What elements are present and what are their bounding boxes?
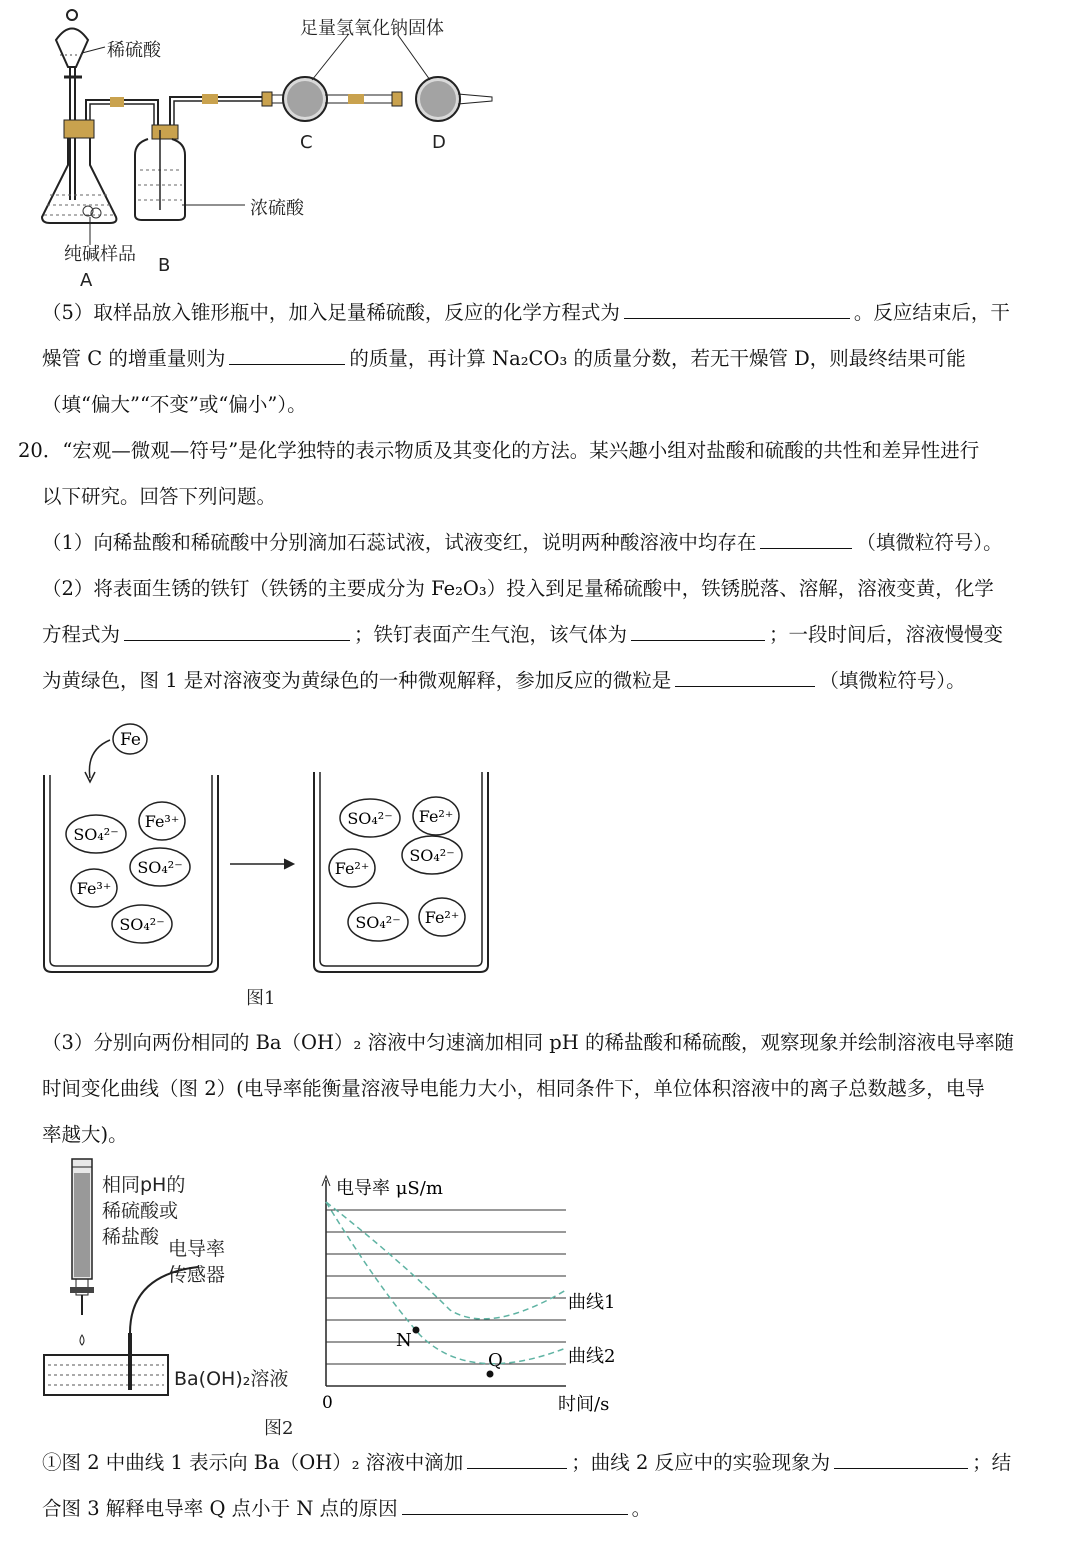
curve-2: [326, 1202, 566, 1364]
label-soda-sample: 纯碱样品: [64, 244, 136, 265]
left-ion-label: Fe³⁺: [144, 812, 180, 831]
curve-1-label: 曲线1: [568, 1292, 616, 1313]
q19-5-text-1: （5）取样品放入锥形瓶中，加入足量稀硫酸，反应的化学方程式为: [42, 301, 620, 324]
q20-3-line2: [42, 1066, 1058, 1112]
q19-5-text-3: 燥管 C 的增重量则为: [42, 347, 226, 370]
answer-blank-reason[interactable]: [402, 1492, 628, 1515]
q20-2-line2: [42, 612, 1058, 658]
label-b: B: [158, 255, 171, 276]
label-naoh-solid: 足量氢氧化钠固体: [300, 18, 444, 39]
q19-5-text-2: 。反应结束后，干: [853, 301, 1010, 324]
q20-2-text-2: 方程式为: [42, 623, 121, 646]
q20-2-text-5: 为黄绿色，图 1 是对溶液变为黄绿色的一种微观解释，参加反应的微粒是: [42, 669, 672, 692]
q20-3-text-3: 率越大)。: [42, 1123, 128, 1146]
q19-5-line1: [42, 290, 1058, 336]
beaker-label: Ba(OH)₂溶液: [174, 1368, 289, 1390]
answer-blank-equation[interactable]: [624, 296, 850, 319]
q20-3-sub1-text-5: 。: [631, 1497, 652, 1520]
right-ion-label: Fe²⁺: [334, 859, 370, 878]
right-ion-label: Fe²⁺: [424, 908, 460, 927]
curve-1: [326, 1202, 566, 1319]
figure-2-graph: [310, 1170, 640, 1420]
answer-blank-rust-equation[interactable]: [124, 618, 350, 641]
burette-label-1: 相同pH的: [102, 1174, 186, 1196]
left-ion-label: SO₄²⁻: [119, 915, 165, 934]
right-ion-label: SO₄²⁻: [355, 913, 401, 932]
label-conc-sulfuric: 浓硫酸: [250, 198, 304, 219]
left-ion-label: SO₄²⁻: [73, 825, 119, 844]
graph-ylabel: 电导率 μS/m: [336, 1178, 443, 1199]
q20-3-line3: [42, 1112, 1058, 1158]
answer-blank-mass[interactable]: [229, 342, 345, 365]
q20-2-text-6: （填微粒符号）。: [819, 669, 966, 692]
q20-2-text-1: （2）将表面生锈的铁钉（铁锈的主要成分为 Fe₂O₃）投入到足量稀硫酸中，铁锈脱落、溶解，溶液变黄，化学: [42, 577, 994, 600]
q20-intro-text-2: 以下研究。回答下列问题。: [42, 485, 277, 508]
label-a: A: [80, 270, 93, 291]
figure-2-caption: 图2: [264, 1418, 294, 1439]
q19-5-line2: [42, 336, 1058, 382]
point-q: [487, 1371, 494, 1378]
sensor-label-1: 电导率: [168, 1238, 226, 1260]
answer-blank-particle-1[interactable]: [760, 526, 852, 549]
q20-3-sub1-text-4: 合图 3 解释电导率 Q 点小于 N 点的原因: [42, 1497, 398, 1520]
sensor-label-2: 传感器: [168, 1264, 226, 1286]
graph-origin: 0: [322, 1393, 333, 1413]
point-n-label: N: [396, 1330, 412, 1351]
q20-2-line3: [42, 658, 1058, 704]
q20-1-text-1: （1）向稀盐酸和稀硫酸中分别滴加石蕊试液，试液变红，说明两种酸溶液中均存在: [42, 531, 757, 554]
q20-intro-text-1: 20．“宏观—微观—符号”是化学独特的表示物质及其变化的方法。某兴趣小组对盐酸和硫酸的共性和差异性进行: [18, 439, 980, 462]
q20-3-sub1-line1: [42, 1440, 1058, 1486]
answer-blank-curve1[interactable]: [467, 1446, 567, 1469]
burette-label-2: 稀硫酸或: [102, 1200, 179, 1222]
right-ion-label: SO₄²⁻: [347, 809, 393, 828]
q20-2-text-3: ；铁钉表面产生气泡，该气体为: [354, 623, 628, 646]
q20-intro-1: [18, 428, 1068, 474]
label-d: D: [432, 132, 446, 153]
answer-blank-particle-2[interactable]: [675, 664, 815, 687]
answer-blank-phenomenon[interactable]: [834, 1446, 968, 1469]
q20-3-sub1-text-1: ①图 2 中曲线 1 表示向 Ba（OH）₂ 溶液中滴加: [42, 1451, 464, 1474]
q20-3-text-1: （3）分别向两份相同的 Ba（OH）₂ 溶液中匀速滴加相同 pH 的稀盐酸和稀硫酸，观察现象并绘制溶液电导率随: [42, 1031, 1014, 1054]
q20-intro-2: [42, 474, 1058, 520]
q20-2-line1: [42, 566, 1058, 612]
left-ion-label: Fe³⁺: [76, 879, 112, 898]
q20-1-text-2: （填微粒符号）。: [856, 531, 1003, 554]
graph-xlabel: 时间/s: [558, 1394, 610, 1415]
q19-5-line3: [42, 382, 1058, 428]
point-q-label: Q: [488, 1350, 503, 1371]
right-ion-label: Fe²⁺: [418, 807, 454, 826]
q20-1: [42, 520, 1058, 566]
q20-2-text-4: ；一段时间后，溶液慢慢变: [769, 623, 1004, 646]
q20-3-sub1-text-3: ；结: [972, 1451, 1012, 1474]
q20-3-text-2: 时间变化曲线（图 2）(电导率能衡量溶液导电能力大小，相同条件下，单位体积溶液中的离子总数越多，电导: [42, 1077, 985, 1100]
q19-5-text-5: （填“偏大”“不变”或“偏小”）。: [42, 393, 307, 416]
q20-3-line1: [42, 1020, 1058, 1066]
curve-2-label: 曲线2: [568, 1346, 616, 1367]
figure-1-caption: 图1: [246, 988, 276, 1009]
burette-label-3: 稀盐酸: [102, 1226, 160, 1248]
left-ion-label: SO₄²⁻: [137, 858, 183, 877]
q19-5-text-4: 的质量，再计算 Na₂CO₃ 的质量分数，若无干燥管 D，则最终结果可能: [349, 347, 966, 370]
q20-3-sub1-line2: [42, 1486, 1058, 1532]
label-dilute-sulfuric: 稀硫酸: [107, 40, 161, 61]
answer-blank-gas[interactable]: [631, 618, 765, 641]
point-n: [413, 1327, 420, 1334]
right-ion-label: SO₄²⁻: [409, 846, 455, 865]
q20-3-sub1-text-2: ；曲线 2 反应中的实验现象为: [571, 1451, 831, 1474]
label-c: C: [300, 132, 313, 153]
figure-1-diagram: [38, 720, 498, 985]
fe-atom-label: Fe: [120, 730, 141, 750]
